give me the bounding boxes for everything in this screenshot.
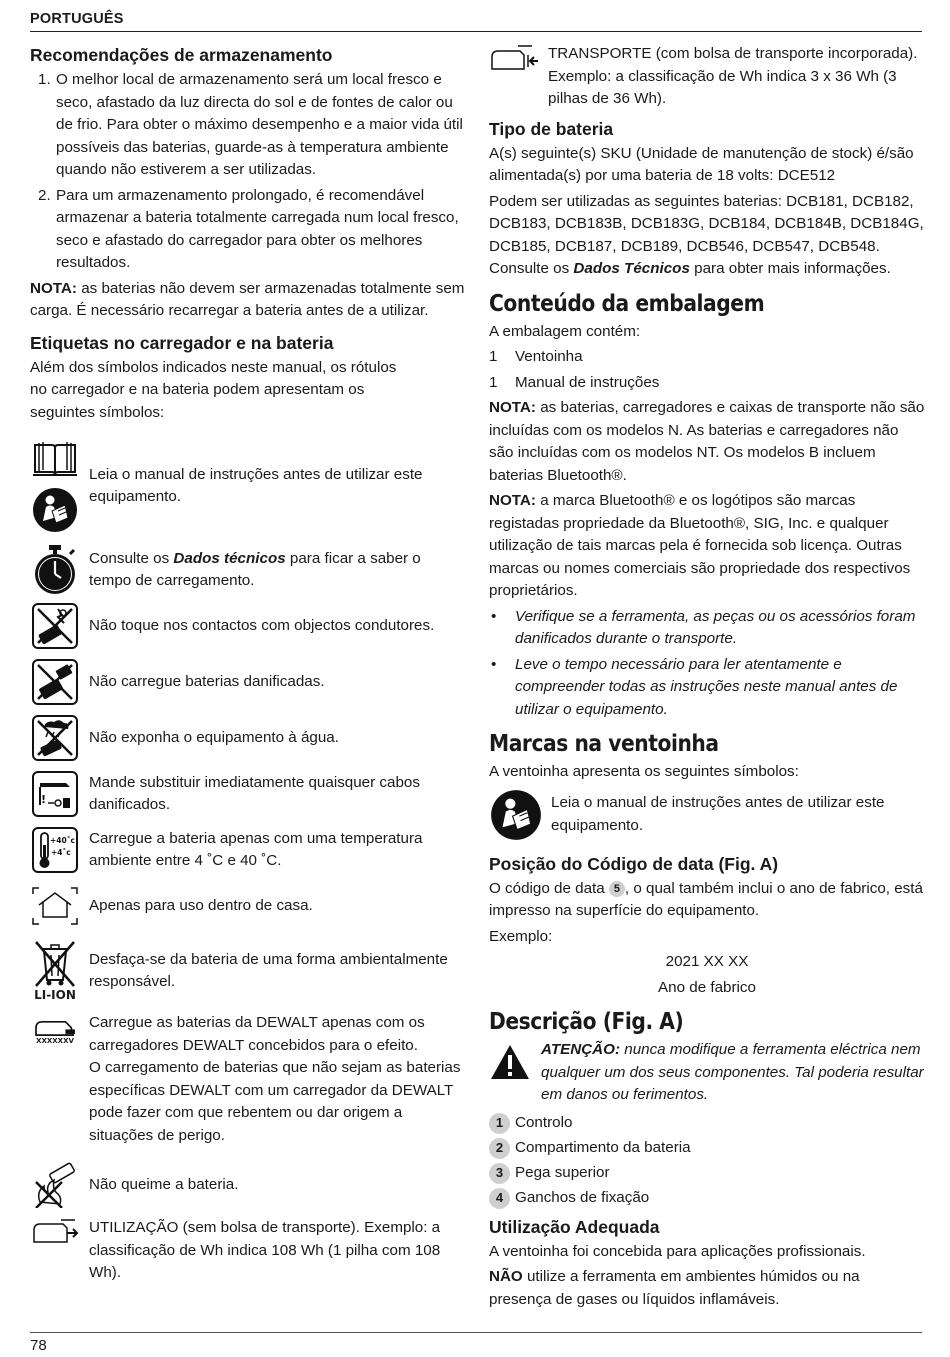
note-text: as baterias não devem ser armazenadas totalmente sem carga. É necessário recarregar a bateria antes de a utilizar. — [30, 279, 465, 319]
package-note-1 — [489, 397, 925, 487]
part-number-badge: 1 — [489, 1113, 510, 1134]
symbol-no-touch — [30, 602, 466, 650]
bullet-text: Verifique se a ferramenta, as peças ou os acessórios foram danificados durante o transporte. — [515, 607, 916, 647]
part-label: Controlo — [515, 1113, 573, 1131]
storage-item-text: Para um armazenamento prolongado, é recomendável armazenar a bateria totalmente carregada num local fresco, seco e afastado do carregador para obter os melhores resultados. — [56, 186, 459, 271]
text-part: O código de data — [489, 879, 609, 897]
bullet-dot: • — [491, 655, 497, 673]
dewalt-only-line-2: O carregamento de baterias que não sejam as baterias específicas DEWALT com um carregador da DEWALT pode fazer com que rebentem ou dar origem a situações de perigo. — [89, 1059, 461, 1144]
warning-triangle-icon — [489, 1039, 541, 1107]
note-label: NOTA: — [30, 279, 77, 297]
text-part: , o qual também inclui o ano de fabrico, está impresso na superfície do equipamento. — [489, 879, 923, 919]
date-code-example: 2021 XX XX — [665, 953, 749, 970]
storage-heading: Recomendações de armazenamento — [30, 45, 333, 65]
symbol-no-burn — [30, 1161, 466, 1209]
part-label: Ganchos de fixação — [515, 1188, 650, 1206]
note-label: NOTA: — [489, 399, 536, 416]
package-bullet — [489, 654, 925, 722]
charger-shape-icon — [32, 1018, 78, 1037]
temp-low-label: +4˚c — [51, 848, 71, 857]
part-label: Pega superior — [515, 1163, 610, 1181]
bullet-dot: • — [491, 607, 497, 625]
temp-high-label: +40˚c — [50, 836, 75, 845]
left-column — [30, 43, 466, 1293]
symbol-text: Não exponha o equipamento à água. — [89, 728, 339, 746]
warning-block — [489, 1039, 925, 1107]
no-conductive-objects-icon — [30, 602, 80, 650]
storage-item-2 — [30, 185, 466, 275]
part-item — [489, 1111, 925, 1136]
symbol-no-damaged — [30, 658, 466, 706]
date-code-text — [489, 878, 925, 923]
text-part: para ficar a saber o tempo de carregamento. — [89, 549, 421, 589]
recycle-bin-icons — [30, 938, 80, 1004]
storage-item-text: O melhor local de armazenamento será um local fresco e seco, afastado da luz directa do sol e de fontes de calor ou de frio. Para obter o máximo desempenho e a maior vida útil possíveis das baterias, guarde-as à temperatura ambiente quando não estiverem a ser utilizadas. — [56, 71, 463, 178]
package-item-name: Manual de instruções — [515, 373, 660, 391]
bullet-text: Leve o tempo necessário para ler atentamente e compreender todas as instruções neste manual antes de utilizar o equipamento. — [515, 655, 898, 718]
storage-item-number: 1. — [38, 71, 51, 88]
symbol-text: Não toque nos contactos com objectos condutores. — [89, 616, 435, 634]
package-item — [489, 346, 925, 369]
symbol-temperature — [30, 826, 466, 874]
tech-data-ref: Dados Técnicos — [573, 260, 690, 277]
part-number-badge: 4 — [489, 1188, 510, 1209]
symbol-indoor — [30, 882, 466, 930]
package-note-2 — [489, 490, 925, 603]
date-code-caption: Ano de fabrico — [658, 978, 756, 996]
fan-marks-heading: Marcas na ventoinha — [489, 731, 719, 757]
footer-rule — [30, 1332, 922, 1333]
intended-use-p2 — [489, 1266, 925, 1311]
note-label: NOTA: — [489, 492, 536, 509]
text-part: Podem ser utilizadas as seguintes baterias: DCB181, DCB182, DCB183, DCB183B, DCB183G, DCB184, DCB184B, DCB184G, DCB185, DCB187, DCB189, DCB546, DCB547, DCB548. Consulte os — [489, 192, 924, 277]
tech-data-ref: Dados técnicos — [173, 549, 286, 567]
note-text: as baterias, carregadores e caixas de transporte não são incluídas com os modelos N. As baterias e carregadores não são incluídas com os modelos NT. Os modelos B incluem baterias Bluetooth®. — [489, 399, 925, 484]
symbol-replace-cords — [30, 770, 466, 818]
symbol-text: UTILIZAÇÃO (sem bolsa de transporte). Exemplo: a classificação de Wh indica 108 Wh (1 pilha com 108 Wh). — [89, 1219, 441, 1281]
read-manual-icon — [32, 487, 78, 533]
battery-type-heading: Tipo de bateria — [489, 118, 614, 139]
no-damaged-battery-icon — [30, 658, 80, 706]
page-number: 78 — [30, 1337, 47, 1354]
page-header-language: PORTUGUÊS — [30, 11, 124, 27]
part-item — [489, 1136, 925, 1161]
battery-type-p2 — [489, 191, 925, 281]
symbol-read-manual — [30, 436, 466, 536]
text-part: nunca modifique a ferramenta eléctrica nem qualquer um dos seus componentes. Tal poderia resultar em danos ou ferimentos. — [541, 1041, 924, 1103]
date-code-badge: 5 — [609, 881, 625, 897]
part-number-badge: 2 — [489, 1138, 510, 1159]
symbol-dispose — [30, 938, 466, 1004]
symbol-transport — [489, 43, 925, 111]
intended-use-heading: Utilização Adequada — [489, 1216, 660, 1237]
symbol-text — [89, 548, 466, 593]
read-manual-icon — [489, 788, 543, 842]
part-item — [489, 1186, 925, 1211]
symbol-text: Carregue a bateria apenas com uma temperatura ambiente entre 4 ˚C e 40 ˚C. — [89, 829, 423, 869]
fan-marks-intro: A ventoinha apresenta os seguintes símbolos: — [489, 763, 799, 780]
crossed-bin-icon — [32, 940, 78, 988]
part-number-badge: 3 — [489, 1163, 510, 1184]
package-item-name: Ventoinha — [515, 348, 583, 365]
package-bullet — [489, 606, 925, 651]
battery-type-p1: A(s) seguinte(s) SKU (Unidade de manutenção de stock) é/são alimentada(s) por uma bateria de 18 volts: DCE512 — [489, 144, 914, 184]
labels-heading: Etiquetas no carregador e na bateria — [30, 332, 334, 353]
text-part: utilize a ferramenta em ambientes húmidos ou na presença de gases ou líquidos inflamáveis. — [489, 1268, 860, 1308]
header-rule — [30, 31, 922, 32]
no-water-icon — [30, 714, 80, 762]
warning-label: ATENÇÃO: — [541, 1041, 621, 1058]
svg-text:!: ! — [41, 793, 47, 806]
symbol-text: Apenas para uso dentro de casa. — [89, 896, 313, 914]
symbol-text: Leia o manual de instruções antes de utilizar este equipamento. — [551, 794, 885, 834]
storage-item-1 — [30, 69, 466, 182]
part-item — [489, 1161, 925, 1186]
symbol-text: Não carregue baterias danificadas. — [89, 672, 325, 690]
package-item-qty: 1 — [489, 348, 498, 365]
warning-text — [541, 1039, 925, 1107]
indoor-house-icon — [30, 882, 80, 930]
charger-code-label: XXXXXXV — [36, 1037, 74, 1045]
symbol-text: Não queime a bateria. — [89, 1175, 239, 1193]
intended-use-p1: A ventoinha foi concebida para aplicações profissionais. — [489, 1242, 866, 1260]
open-book-icon — [32, 439, 78, 479]
date-code-example-label: Exemplo: — [489, 927, 553, 945]
package-item — [489, 372, 925, 395]
li-ion-label: LI-ION — [34, 988, 76, 1002]
symbol-dewalt-only — [30, 1012, 466, 1147]
manual-icons — [30, 436, 80, 536]
battery-transport-icon — [489, 43, 541, 73]
date-code-heading: Posição do Código de data (Fig. A) — [489, 853, 779, 874]
text-part: Consulte os — [89, 549, 174, 567]
text-part: para obter mais informações. — [689, 260, 891, 277]
package-item-qty: 1 — [489, 373, 498, 391]
symbol-text: Mande substituir imediatamente quaisquer cabos danificados. — [89, 773, 420, 813]
symbol-fan-read-manual — [489, 788, 925, 842]
thermometer-icon — [30, 826, 80, 874]
symbol-tech-data — [30, 546, 466, 594]
dewalt-only-line-1: Carregue as baterias da DEWALT apenas com os carregadores DEWALT concebidos para o efeito. — [89, 1014, 425, 1054]
symbol-no-water — [30, 714, 466, 762]
package-heading: Conteúdo da embalagem — [489, 290, 765, 317]
symbol-text — [89, 1012, 466, 1147]
package-intro: A embalagem contém: — [489, 322, 641, 340]
charger-icon — [30, 1012, 80, 1046]
note-text: a marca Bluetooth® e os logótipos são marcas registadas propriedade da Bluetooth®, SIG, Inc. e qualquer utilização de tais marcas pela é fornecida sob licença. Outras marcas ou nomes comerciais são propriedade dos respectivos proprietários. — [489, 492, 911, 599]
stopwatch-icon — [30, 546, 80, 594]
storage-note — [30, 278, 466, 323]
symbol-text: TRANSPORTE (com bolsa de transporte incorporada). Exemplo: a classificação de Wh indica 3 x 36 Wh (3 pilhas de 36 Wh). — [548, 45, 918, 107]
battery-use-icon — [30, 1217, 80, 1247]
description-heading: Descrição (Fig. A) — [489, 1009, 684, 1035]
no-fire-icon — [30, 1161, 80, 1209]
symbol-use — [30, 1217, 466, 1285]
part-label: Compartimento da bateria — [515, 1138, 691, 1156]
symbol-text: Leia o manual de instruções antes de utilizar este equipamento. — [89, 465, 423, 505]
labels-intro: Além dos símbolos indicados neste manual, os rótulos no carregador e na bateria podem apresentam os seguintes símbolos: — [30, 358, 397, 421]
right-column — [489, 43, 925, 1314]
symbol-text: Desfaça-se da bateria de uma forma ambientalmente responsável. — [89, 950, 448, 990]
storage-item-number: 2. — [38, 186, 51, 204]
damaged-cord-icon — [30, 770, 80, 818]
emphasis: NÃO — [489, 1268, 523, 1285]
